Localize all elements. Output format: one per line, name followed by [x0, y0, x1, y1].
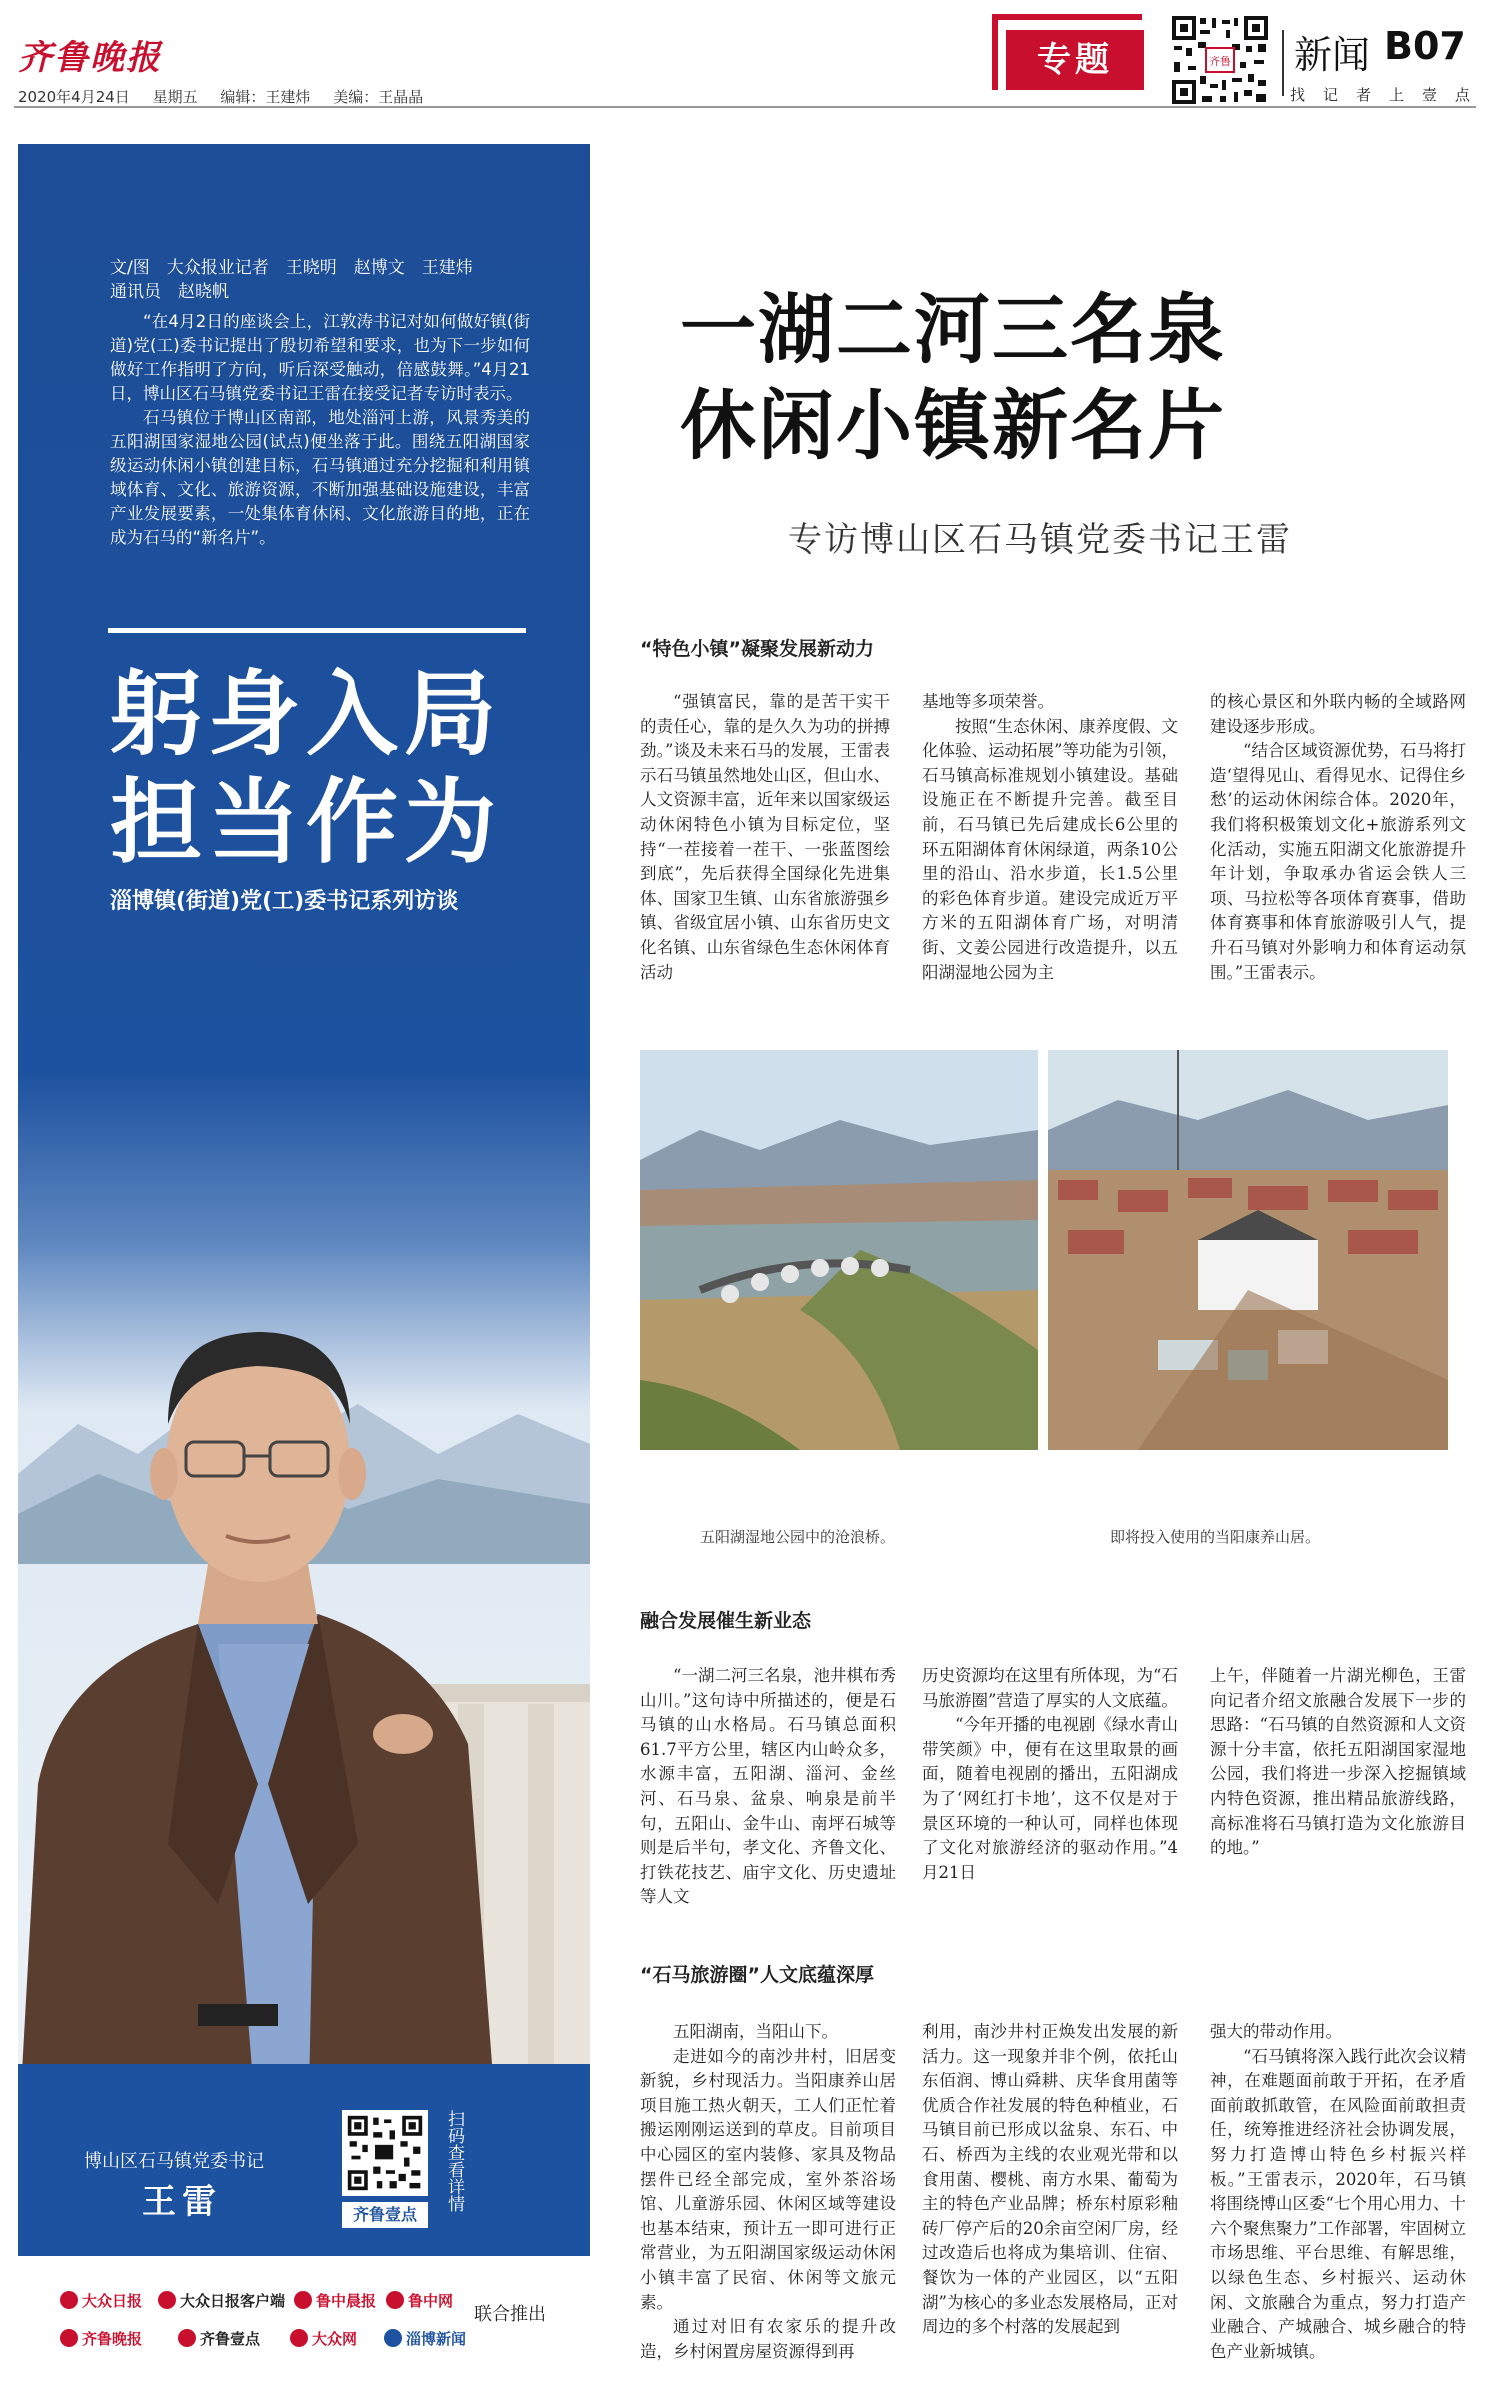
article-paragraph: 利用，南沙井村正焕发出发展的新活力。这一现象并非个例，依托山东佰润、博山舜耕、庆华食用菌等优质合作社发展的特色种植业，石马镇目前已形成以盆泉、东石、中石、桥西为主线的农业观光带和以食用菌、樱桃、南方水果、葡萄为主的特色产业品牌；桥东村原彩釉砖厂停产后的20余亩空闲厂房，经过改造后也将成为集培训、住宿、餐饮为一体的产业园区，以“五阳湖”为核心的多业态发展格局，正对周边的多个村落的发展起到 — [922, 2022, 1178, 2337]
article-column — [922, 2020, 1178, 2340]
article-column — [922, 690, 1178, 985]
article-column — [640, 2020, 896, 2364]
left-feature-panel — [18, 144, 590, 2256]
lake-bridge-photo — [640, 1050, 1038, 1450]
portrait-caption-name: 王雷 — [142, 2182, 222, 2222]
article-paragraph: 的核心景区和外联内畅的全域路网建设逐步形成。 — [1210, 692, 1466, 736]
series-slogan-line: 躬身入局 — [110, 660, 503, 768]
sponsor-dot-icon — [158, 2291, 176, 2309]
article-column — [640, 1664, 896, 1910]
section-heading: “石马旅游圈”人文底蕴深厚 — [640, 1964, 874, 1986]
sponsor-logo: 鲁中网 — [386, 2290, 453, 2311]
article-paragraph: “今年开播的电视剧《绿水青山带笑颜》中，便有在这里取景的画面，随着电视剧的播出，五阳湖成为了‘网红打卡地’，这不仅是对于景区环境的一种认可，同样也体现了文化对旅游经济的驱动作用。”4月21日 — [922, 1715, 1178, 1882]
article-column — [1210, 690, 1466, 985]
left-divider — [108, 628, 526, 633]
subheadline: 专访博山区石马镇党委书记王雷 — [788, 520, 1292, 560]
qr-code-icon[interactable] — [1170, 14, 1270, 106]
portrait-photo — [18, 1144, 590, 2144]
series-slogan-line: 担当作为 — [110, 768, 503, 876]
qr-top-label: 齐鲁 — [1209, 55, 1231, 68]
sponsor-logo: 齐鲁壹点 — [178, 2328, 260, 2349]
lead-paragraph: 石马镇位于博山区南部，地处淄河上游，风景秀美的五阳湖国家湿地公园(试点)便坐落于此。围绕五阳湖国家级运动休闲小镇创建目标，石马镇通过充分挖掘和利用镇域体育、文化、旅游资源，不断加强基础设施建设，丰富产业发展要素，一处集体育休闲、文化旅游目的地，正在成为石马的“新名片”。 — [110, 408, 530, 547]
lead-text — [110, 310, 530, 550]
byline — [110, 256, 530, 304]
byline-reporters: 文/图 大众报业记者 王晓明 赵博文 王建炜 — [110, 258, 473, 278]
designer-credit: 美编：王晶晶 — [333, 88, 424, 106]
sponsor-dot-icon — [386, 2291, 404, 2309]
issue-date: 2020年4月24日 — [18, 88, 130, 106]
sponsor-logo: 大众日报 — [60, 2290, 142, 2311]
article-paragraph: 通过对旧有农家乐的提升改造，乡村闲置房屋资源得到再 — [640, 2317, 896, 2361]
headline-line: 一湖二河三名泉 — [680, 285, 1226, 374]
masthead-rule — [14, 106, 1476, 108]
headline — [680, 282, 1440, 474]
sponsor-dot-icon — [60, 2291, 78, 2309]
masthead-divider — [1282, 30, 1284, 96]
section-heading: 融合发展催生新业态 — [640, 1610, 812, 1632]
wellness-lodge-photo — [1048, 1050, 1448, 1450]
qr-left-label: 齐鲁壹点 — [342, 2202, 428, 2228]
sponsor-logo: 大众网 — [290, 2328, 357, 2349]
article-paragraph: 走进如今的南沙井村，旧居变新貌，乡村现活力。当阳康养山居项目施工热火朝天，工人们正忙着搬运刚刚运送到的草皮。目前项目中心园区的室内装修、家具及物品摆件已经全部完成，室外茶浴场馆、儿童游乐园、休闲区域等建设也基本结束，预计五一即可进行正常营业，为五阳湖国家级运动休闲小镇丰富了民宿、休闲等文旅元素。 — [640, 2046, 896, 2312]
topic-tag: 专题 — [1006, 30, 1144, 90]
issue-weekday: 星期五 — [152, 88, 198, 106]
photo-caption: 即将投入使用的当阳康养山居。 — [1110, 1528, 1321, 1546]
section-heading: “特色小镇”凝聚发展新动力 — [640, 638, 874, 660]
article-column — [922, 1664, 1178, 1885]
sponsor-dot-icon — [290, 2329, 308, 2347]
slogan-char: 点 — [1454, 86, 1476, 104]
slogan-char: 者 — [1355, 86, 1377, 104]
article-paragraph: 上午，伴随着一片湖光柳色，王雷向记者介绍文旅融合发展下一步的思路：“石马镇的自然资源和人文资源十分丰富，依托五阳湖国家湿地公园，我们将进一步深入挖掘镇域内特色资源，推出精品旅游线路，高标准将石马镇打造为文化旅游目的地。” — [1210, 1666, 1466, 1858]
qr-code-icon[interactable] — [342, 2110, 428, 2196]
article-column — [1210, 1664, 1466, 1861]
scan-instruction: 扫码查看详情 — [444, 2110, 464, 2212]
article-paragraph: 按照“生态休闲、康养度假、文化体验、运动拓展”等功能为引领，石马镇高标准规划小镇建设。基础设施正在不断提升完善。截至目前，石马镇已先后建成长6公里的环五阳湖体育休闲绿道，两条10公里的沿山、沿水步道，长1.5公里的彩色体育步道。建设完成近万平方米的五阳湖体育广场，对明清街、文姜公园进行改造提升，以五阳湖湿地公园为主 — [922, 716, 1178, 982]
article-paragraph: 强大的带动作用。 — [1210, 2022, 1342, 2041]
series-slogan — [110, 660, 502, 876]
sponsor-logo: 鲁中晨报 — [294, 2290, 376, 2311]
article-paragraph: 历史资源均在这里有所体现，为“石马旅游圈”营造了厚实的人文底蕴。 — [922, 1666, 1178, 1710]
sponsor-logo: 淄博新闻 — [384, 2328, 466, 2349]
headline-line: 休闲小镇新名片 — [680, 381, 1226, 470]
article-paragraph: 五阳湖南，当阳山下。 — [673, 2022, 838, 2041]
sponsor-dot-icon — [178, 2329, 196, 2347]
portrait-caption-title: 博山区石马镇党委书记 — [84, 2151, 264, 2172]
joint-release-label: 联合推出 — [474, 2304, 546, 2325]
sponsor-logo: 大众日报客户端 — [158, 2290, 285, 2311]
sponsor-dot-icon — [294, 2291, 312, 2309]
slogan-char: 上 — [1388, 86, 1410, 104]
article-column — [640, 690, 890, 985]
byline-correspondent: 通讯员 赵晓帆 — [110, 282, 229, 302]
slogan-char: 壹 — [1421, 86, 1443, 104]
masthead-slogan — [1290, 84, 1476, 105]
page-number: B07 — [1384, 24, 1466, 68]
article-paragraph: “强镇富民，靠的是苦干实干的责任心，靠的是久久为功的拼搏劲。”谈及未来石马的发展，王雷表示石马镇虽然地处山区，但山水、人文资源丰富，近年来以国家级运动休闲特色小镇为目标定位，坚持“一茬接着一茬干、一张蓝图绘到底”，先后获得全国绿化先进集体、国家卫生镇、山东省旅游强乡镇、省级宜居小镇、山东省历史文化名镇、山东省绿色生态休闲体育活动 — [640, 692, 890, 982]
sponsor-logo: 齐鲁晚报 — [60, 2328, 142, 2349]
dateline — [18, 86, 441, 107]
article-paragraph: “结合区域资源优势，石马将打造‘望得见山、看得见水、记得住乡愁’的运动休闲综合体。2020年，我们将积极策划文化+旅游系列文化活动，实施五阳湖文化旅游提升年计划，争取承办省运会铁人三项、马拉松等各项体育赛事，借助体育赛事和体育旅游吸引人气，提升石马镇对外影响力和体育运动氛围。”王雷表示。 — [1210, 741, 1466, 982]
article-column — [1210, 2020, 1466, 2364]
slogan-char: 找 — [1290, 86, 1312, 104]
newspaper-logo: 齐鲁晚报 — [18, 38, 162, 78]
photo-caption: 五阳湖湿地公园中的沧浪桥。 — [700, 1528, 896, 1546]
article-paragraph: 基地等多项荣誉。 — [922, 692, 1054, 711]
series-title: 淄博镇(街道)党(工)委书记系列访谈 — [110, 889, 459, 914]
editor-credit: 编辑：王建炜 — [220, 88, 311, 106]
masthead — [0, 0, 1488, 130]
sponsor-dot-icon — [60, 2329, 78, 2347]
slogan-char: 记 — [1322, 86, 1344, 104]
section-name: 新闻 — [1294, 33, 1371, 77]
article-paragraph: “石马镇将深入践行此次会议精神，在难题面前敢于开拓，在矛盾面前敢抓敢管，在风险面前敢担责任，统筹推进经济社会协调发展，努力打造博山特色乡村振兴样板。”王雷表示，2020年，石马镇将围绕博山区委“七个用心用力、十六个聚焦聚力”工作部署，牢固树立市场思维、平台思维、有解思维，以绿色生态、乡村振兴、运动休闲、文旅融合为重点，努力打造产业融合、产城融合、城乡融合的特色产业新城镇。 — [1210, 2046, 1466, 2361]
lead-paragraph: “在4月2日的座谈会上，江敦涛书记对如何做好镇(街道)党(工)委书记提出了殷切希望和要求，也为下一步如何做好工作指明了方向，听后深受触动，倍感鼓舞。”4月21日，博山区石马镇党委书记王雷在接受记者专访时表示。 — [110, 312, 530, 403]
article-paragraph: “一湖二河三名泉，池井棋布秀山川。”这句诗中所描述的，便是石马镇的山水格局。石马镇总面积61.7平方公里，辖区内山岭众多，水源丰富，五阳湖、淄河、金丝河、石马泉、盆泉、响泉是前半句，五阳山、金牛山、南坪石城等则是后半句，孝文化、齐鲁文化、打铁花技艺、庙宇文化、历史遗址等人文 — [640, 1666, 896, 1907]
sponsor-dot-icon — [384, 2329, 402, 2347]
